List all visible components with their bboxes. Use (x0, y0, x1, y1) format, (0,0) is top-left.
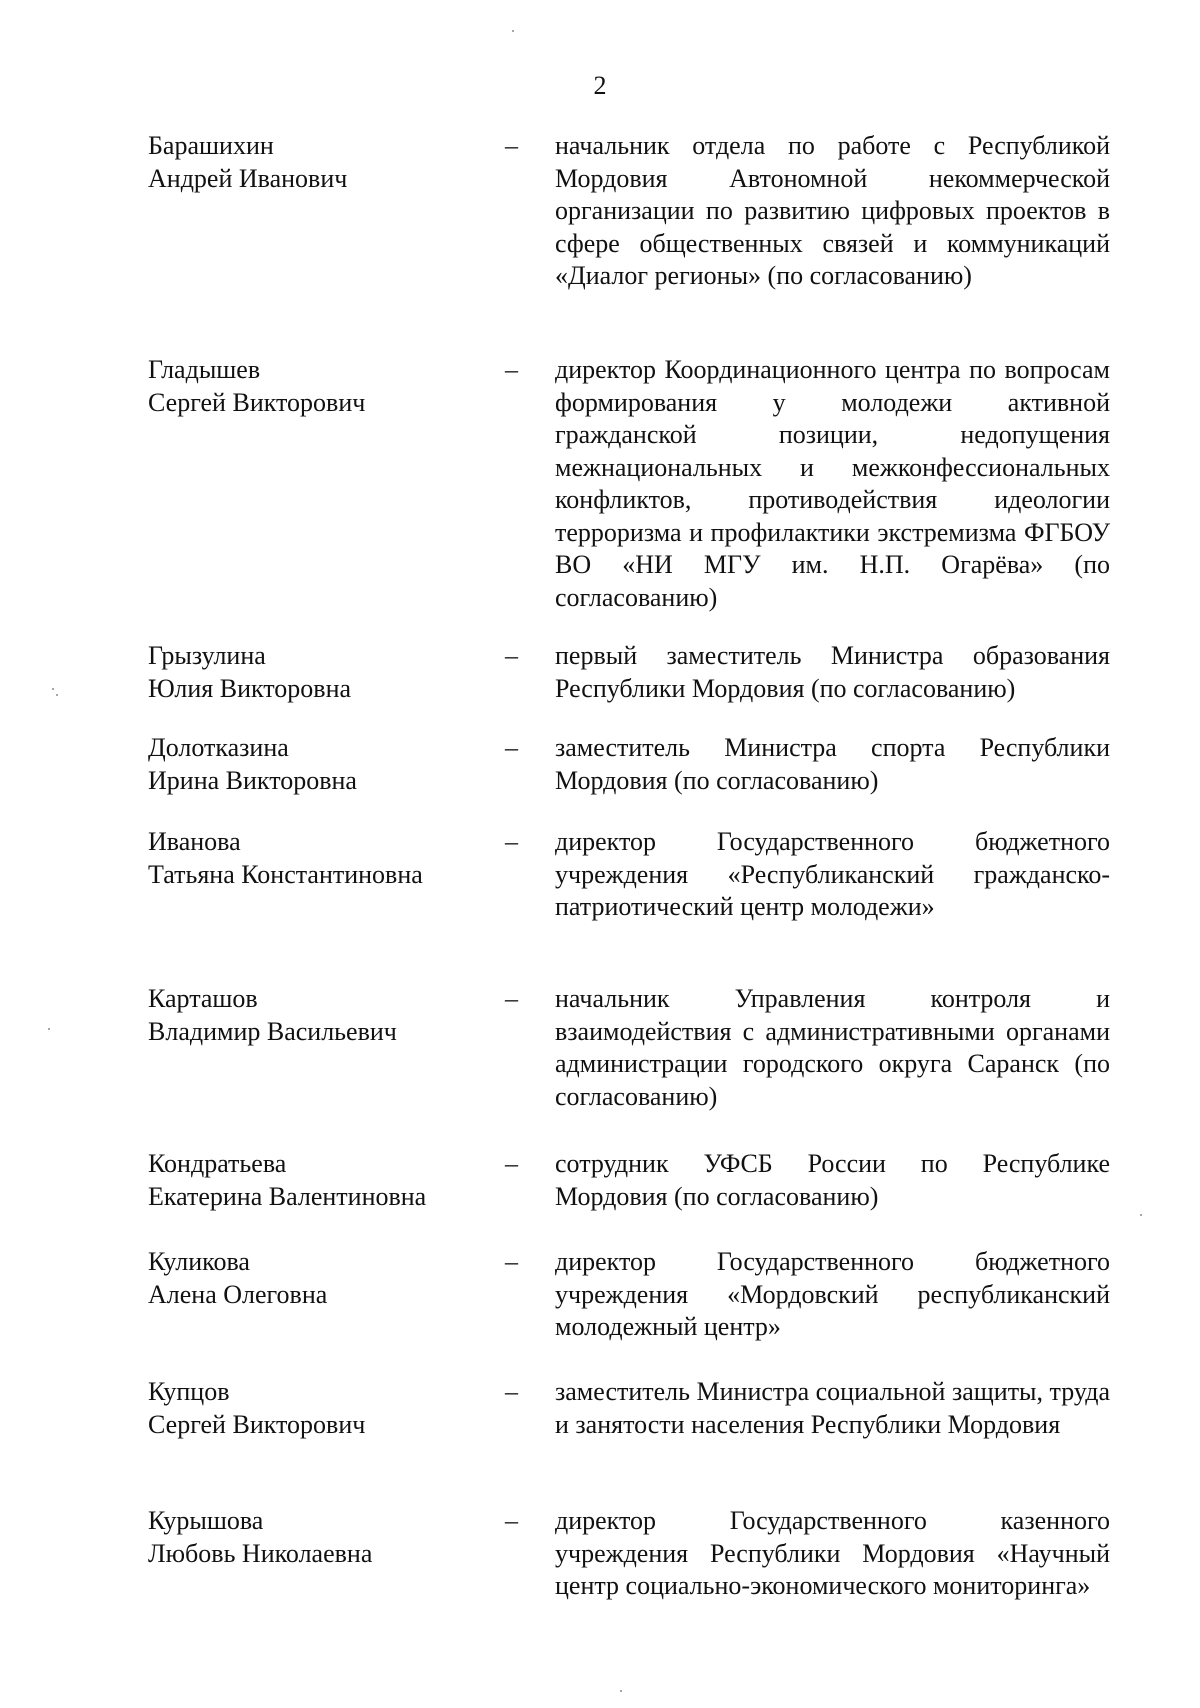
member-name (148, 1505, 503, 1603)
member-surname: Грызулина (148, 641, 266, 670)
scan-speck (52, 688, 54, 690)
separator-dash: – (505, 641, 518, 670)
separator-dash: – (505, 1377, 518, 1406)
member-role: директор Координационного центра по вопросам формирования у молодежи активной гражданской позиции, недопущения межнациональных и межконфессиональных конфликтов, противодействия идеологии терроризма и профилактики экстремизма ФГБОУ ВО «НИ МГУ им. Н.П. Огарёва» (по согласованию) (555, 355, 1110, 612)
member-role: начальник Управления контроля и взаимодействия с административными органами администрации городского округа Саранск (по согласованию) (555, 984, 1110, 1111)
separator-dash: – (505, 1149, 518, 1178)
member-surname: Долотказина (148, 733, 289, 762)
member-entry-9 (148, 1376, 1108, 1441)
member-role: сотрудник УФСБ России по Республике Мордовия (по согласованию) (555, 1149, 1110, 1211)
member-role: заместитель Министра спорта Республики Мордовия (по согласованию) (555, 733, 1110, 795)
member-given-name: Андрей Иванович (148, 163, 348, 193)
member-name (148, 130, 503, 293)
member-name (148, 1148, 503, 1213)
scan-speck (620, 1690, 622, 1692)
member-role: первый заместитель Министра образования Республики Мордовия (по согласованию) (555, 641, 1110, 703)
member-given-name: Алена Олеговна (148, 1279, 328, 1309)
member-surname: Курышова (148, 1506, 264, 1535)
member-given-name: Любовь Николаевна (148, 1538, 373, 1568)
member-role: директор Государственного бюджетного учреждения «Мордовский республиканский молодежный центр» (555, 1247, 1110, 1341)
member-surname: Кондратьева (148, 1149, 287, 1178)
separator-dash: – (505, 733, 518, 762)
member-entry-10 (148, 1505, 1108, 1603)
member-name (148, 1376, 503, 1441)
member-name (148, 640, 503, 705)
member-surname: Карташов (148, 984, 258, 1013)
member-role: директор Государственного казенного учреждения Республики Мордовия «Научный центр социально-экономического мониторинга» (555, 1506, 1110, 1600)
separator-dash: – (505, 827, 518, 856)
member-entry-4 (148, 732, 1108, 797)
scan-speck (1140, 1214, 1142, 1216)
separator-dash: – (505, 984, 518, 1013)
member-surname: Купцов (148, 1377, 230, 1406)
member-given-name: Ирина Викторовна (148, 765, 357, 795)
member-role: начальник отдела по работе с Республикой Мордовия Автономной некоммерческой организации по развитию цифровых проектов в сфере общественных связей и коммуникаций «Диалог регионы» (по согласованию) (555, 131, 1110, 290)
member-entry-3 (148, 640, 1108, 705)
separator-dash: – (505, 355, 518, 384)
member-name (148, 732, 503, 797)
scan-speck (512, 30, 514, 32)
separator-dash: – (505, 131, 518, 160)
member-surname: Куликова (148, 1247, 250, 1276)
member-given-name: Сергей Викторович (148, 1409, 366, 1439)
member-given-name: Юлия Викторовна (148, 673, 352, 703)
separator-dash: – (505, 1506, 518, 1535)
member-entry-1 (148, 130, 1108, 293)
member-surname: Барашихин (148, 131, 274, 160)
member-given-name: Сергей Викторович (148, 387, 366, 417)
separator-dash: – (505, 1247, 518, 1276)
member-name (148, 826, 503, 924)
member-entry-5 (148, 826, 1108, 924)
member-name (148, 354, 503, 614)
member-entry-2 (148, 354, 1108, 614)
member-surname: Гладышев (148, 355, 261, 384)
member-role: директор Государственного бюджетного учреждения «Республиканский гражданско-патриотический центр молодежи» (555, 827, 1110, 921)
member-role: заместитель Министра социальной защиты, труда и занятости населения Республики Мордовия (555, 1377, 1110, 1439)
member-name (148, 1246, 503, 1344)
member-entry-6 (148, 983, 1108, 1113)
member-entry-7 (148, 1148, 1108, 1213)
member-given-name: Татьяна Константиновна (148, 859, 423, 889)
page-number: 2 (593, 71, 607, 100)
member-given-name: Екатерина Валентиновна (148, 1181, 427, 1211)
member-name (148, 983, 503, 1113)
scan-speck (56, 694, 58, 696)
member-entry-8 (148, 1246, 1108, 1344)
member-surname: Иванова (148, 827, 241, 856)
member-given-name: Владимир Васильевич (148, 1016, 397, 1046)
scan-speck (48, 1028, 50, 1030)
